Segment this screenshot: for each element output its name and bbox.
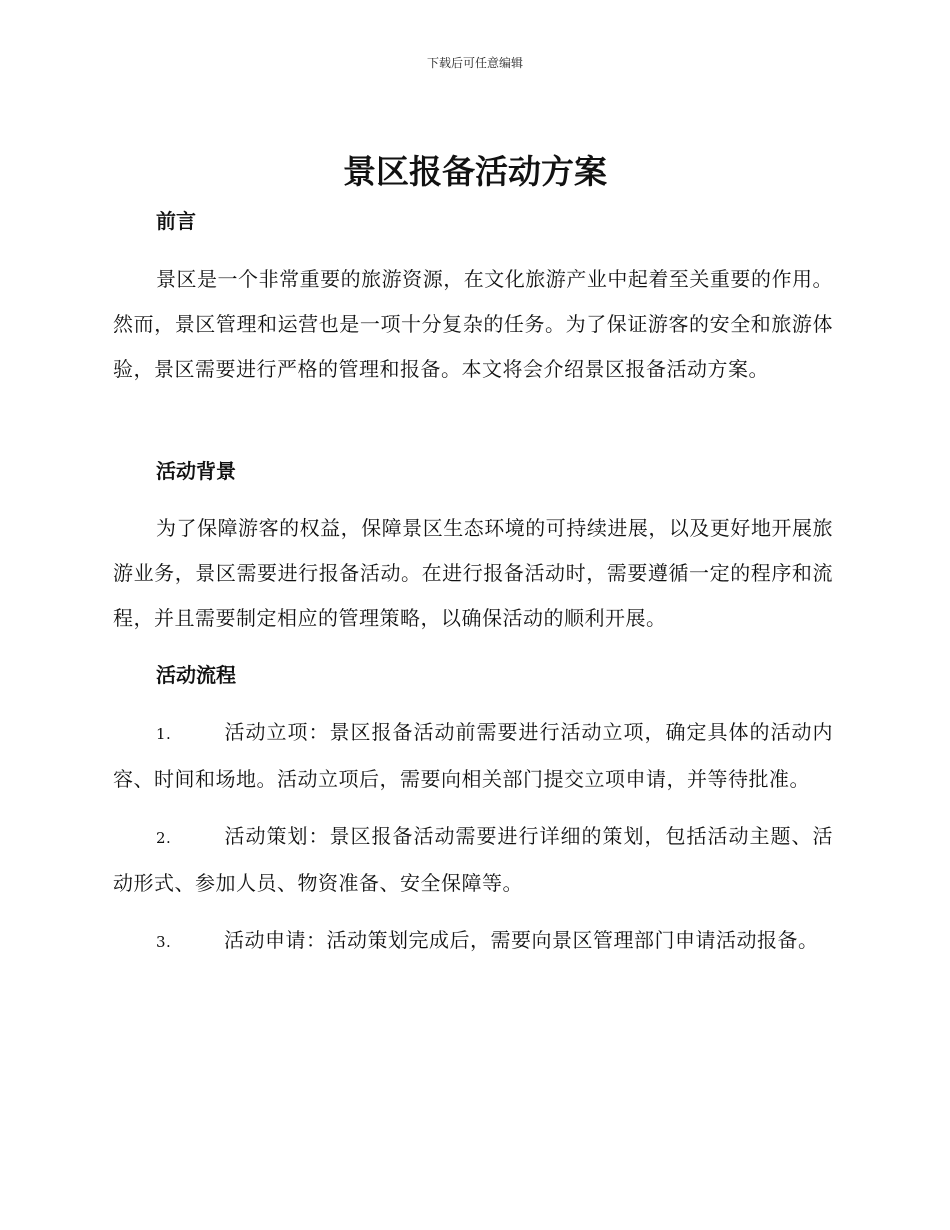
list-item-number: 3. xyxy=(156,933,172,951)
list-item-text: 活动策划：景区报备活动需要进行详细的策划，包括活动主题、活动形式、参加人员、物资准备、安全保障等。 xyxy=(113,824,833,895)
paragraph-background: 为了保障游客的权益，保障景区生态环境的可持续进展，以及更好地开展旅游业务，景区需要进行报备活动。在进行报备活动时，需要遵循一定的程序和流程，并且需要制定相应的管理策略，以确保活动的顺利开展。 xyxy=(113,516,833,630)
list-item-text: 活动申请：活动策划完成后，需要向景区管理部门申请活动报备。 xyxy=(224,928,819,952)
section-heading-process: 活动流程 xyxy=(156,663,236,687)
list-item xyxy=(113,814,833,906)
section-process xyxy=(113,660,833,965)
list-item-text: 活动立项：景区报备活动前需要进行活动立项，确定具体的活动内容、时间和场地。活动立项后，需要向相关部门提交立项申请，并等待批准。 xyxy=(113,720,833,791)
section-heading-background: 活动背景 xyxy=(156,459,236,483)
list-item xyxy=(113,710,833,802)
list-item-number: 1. xyxy=(156,725,172,743)
page-header-note: 下载后可任意编辑 xyxy=(426,56,523,70)
list-item xyxy=(113,918,833,965)
section-background xyxy=(113,456,833,641)
section-heading-preface: 前言 xyxy=(156,209,196,233)
paragraph-preface: 景区是一个非常重要的旅游资源，在文化旅游产业中起着至关重要的作用。然而，景区管理和运营也是一项十分复杂的任务。为了保证游客的安全和旅游体验，景区需要进行严格的管理和报备。本文将会介绍景区报备活动方案。 xyxy=(113,267,833,381)
section-preface xyxy=(113,206,833,392)
list-item-number: 2. xyxy=(156,829,172,847)
document-title: 景区报备活动方案 xyxy=(343,152,607,191)
